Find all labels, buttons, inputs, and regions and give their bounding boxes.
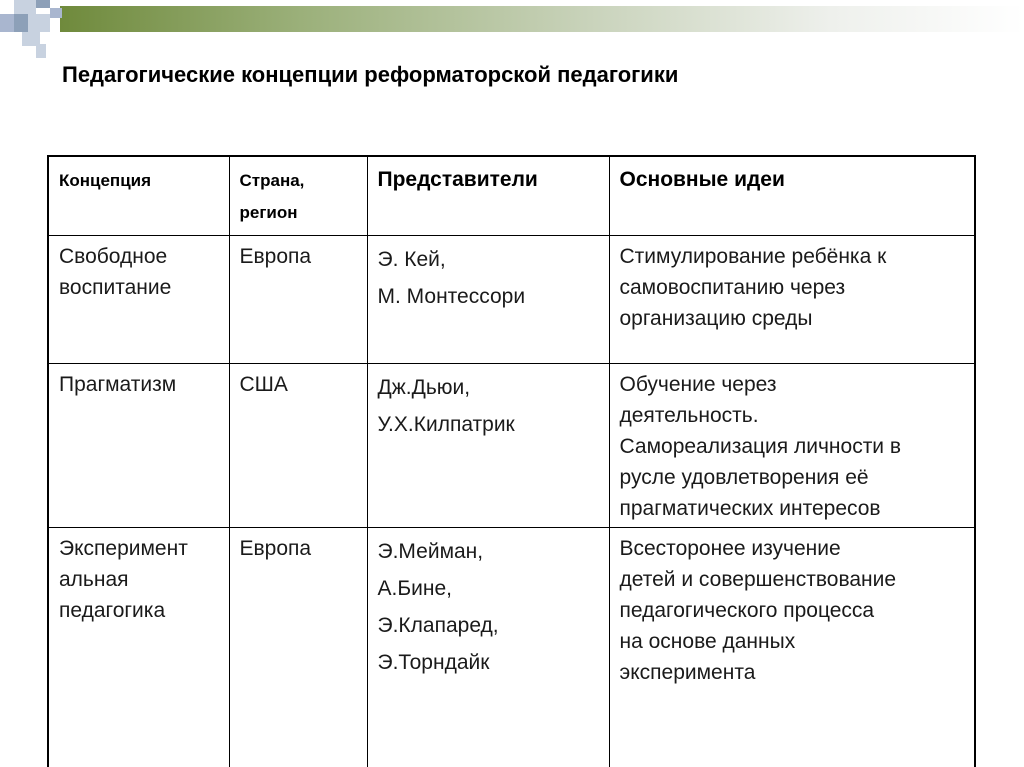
slide-header-decoration bbox=[0, 0, 1024, 40]
header-gradient-bar bbox=[60, 6, 1024, 32]
header-representatives: Представители bbox=[367, 156, 609, 236]
decor-square bbox=[14, 0, 36, 14]
header-concept: Концепция bbox=[48, 156, 229, 236]
cell-representatives: Дж.Дьюи, У.Х.Килпатрик bbox=[367, 364, 609, 528]
header-ideas: Основные идеи bbox=[609, 156, 975, 236]
header-country: Страна, регион bbox=[229, 156, 367, 236]
cell-country: Европа bbox=[229, 236, 367, 364]
cell-concept: Прагматизм bbox=[48, 364, 229, 528]
table-header-row bbox=[48, 156, 975, 236]
decor-square bbox=[0, 14, 14, 32]
cell-representatives: Э.Мейман, А.Бине, Э.Клапаред, Э.Торндайк bbox=[367, 528, 609, 767]
cell-concept: Свободное воспитание bbox=[48, 236, 229, 364]
table-row bbox=[48, 236, 975, 364]
cell-ideas: Всесторонее изучение детей и совершенствование педагогического процесса на основе данных эксперимента bbox=[609, 528, 975, 767]
cell-ideas: Стимулирование ребёнка к самовоспитанию через организацию среды bbox=[609, 236, 975, 364]
concepts-table bbox=[47, 155, 976, 767]
decor-square bbox=[50, 8, 62, 18]
cell-ideas: Обучение через деятельность. Самореализация личности в русле удовлетворения её прагматических интересов bbox=[609, 364, 975, 528]
decor-square bbox=[14, 14, 28, 32]
cell-country: Европа bbox=[229, 528, 367, 767]
table-row bbox=[48, 364, 975, 528]
cell-concept: Эксперимент альная педагогика bbox=[48, 528, 229, 767]
cell-country: США bbox=[229, 364, 367, 528]
decor-square bbox=[36, 0, 50, 8]
slide-title: Педагогические концепции реформаторской педагогики bbox=[62, 62, 679, 87]
cell-representatives: Э. Кей, М. Монтессори bbox=[367, 236, 609, 364]
table-row bbox=[48, 528, 975, 767]
decor-square bbox=[36, 44, 46, 58]
decor-square bbox=[28, 14, 50, 32]
